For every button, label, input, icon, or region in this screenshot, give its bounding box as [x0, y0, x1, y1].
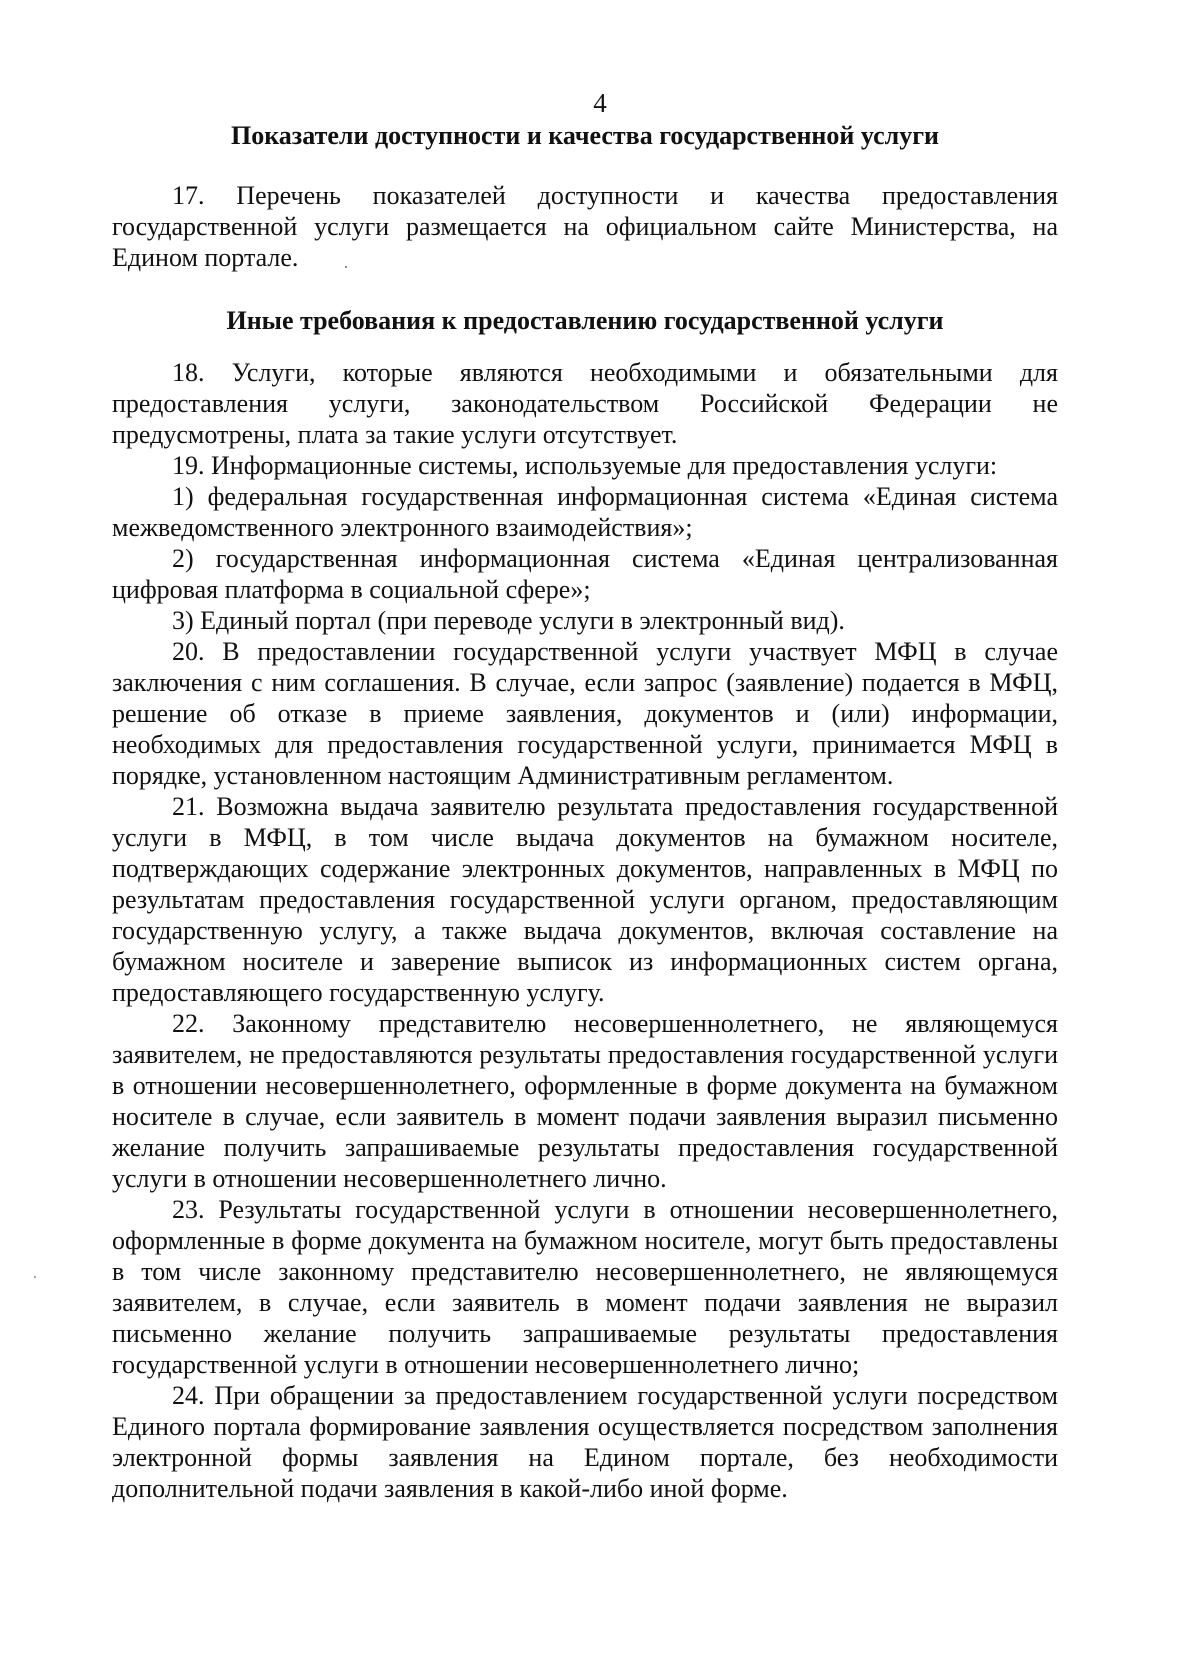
paragraph-19-item-1: 1) федеральная государственная информационная система «Единая система межведомственного электронного взаимодействия»;	[112, 482, 1058, 542]
scan-speck	[34, 1276, 36, 1278]
scan-dot	[345, 266, 347, 268]
paragraph-20: 20. В предоставлении государственной услуги участвует МФЦ в случае заключения с ним соглашения. В случае, если запрос (заявление) подается в МФЦ, решение об отказе в приеме заявления, документов и (или) информации, необходимых для предоставления государственной услуги, принимается МФЦ в порядке, установленном настоящим Административным регламентом.	[112, 637, 1058, 790]
section-heading-other-requirements: Иные требования к предоставлению государственной услуги	[226, 306, 944, 335]
page-number: 4	[593, 88, 607, 118]
paragraph-17: 17. Перечень показателей доступности и качества предоставления государственной услуги размещается на официальном сайте Министерства, на Едином портале.	[112, 181, 1058, 272]
paragraph-24: 24. При обращении за предоставлением государственной услуги посредством Единого портала формирование заявления осуществляется посредством заполнения электронной формы заявления на Едином портале, без необходимости дополнительной подачи заявления в какой-либо иной форме.	[112, 1381, 1058, 1503]
paragraph-19-item-3: 3) Единый портал (при переводе услуги в электронный вид).	[172, 606, 845, 635]
paragraph-19: 19. Информационные системы, используемые для предоставления услуги:	[172, 451, 998, 480]
document-body	[112, 120, 1058, 1504]
section-heading-availability-quality: Показатели доступности и качества государственной услуги	[230, 121, 940, 150]
paragraph-18: 18. Услуги, которые являются необходимыми и обязательными для предоставления услуги, законодательством Российской Федерации не предусмотрены, плата за такие услуги отсутствует.	[112, 358, 1058, 449]
paragraph-21: 21. Возможна выдача заявителю результата предоставления государственной услуги в МФЦ, в том числе выдача документов на бумажном носителе, подтверждающих содержание электронных документов, направленных в МФЦ по результатам предоставления государственной услуги органом, предоставляющим государственную услугу, а также выдача документов, включая составление на бумажном носителе и заверение выписок из информационных систем органа, предоставляющего государственную услугу.	[112, 792, 1058, 1007]
paragraph-19-item-2: 2) государственная информационная система «Единая централизованная цифровая платформа в социальной сфере»;	[112, 544, 1058, 604]
paragraph-23: 23. Результаты государственной услуги в отношении несовершеннолетнего, оформленные в форме документа на бумажном носителе, могут быть предоставлены в том числе законному представителю несовершеннолетнего, не являющемуся заявителем, в случае, если заявитель в момент подачи заявления не выразил письменно желание получить запрашиваемые результаты предоставления государственной услуги в отношении несовершеннолетнего лично;	[112, 1195, 1058, 1379]
paragraph-22: 22. Законному представителю несовершеннолетнего, не являющемуся заявителем, не предоставляются результаты предоставления государственной услуги в отношении несовершеннолетнего, оформленные в форме документа на бумажном носителе в случае, если заявитель в момент подачи заявления выразил письменно желание получить запрашиваемые результаты предоставления государственной услуги в отношении несовершеннолетнего лично.	[112, 1009, 1058, 1193]
